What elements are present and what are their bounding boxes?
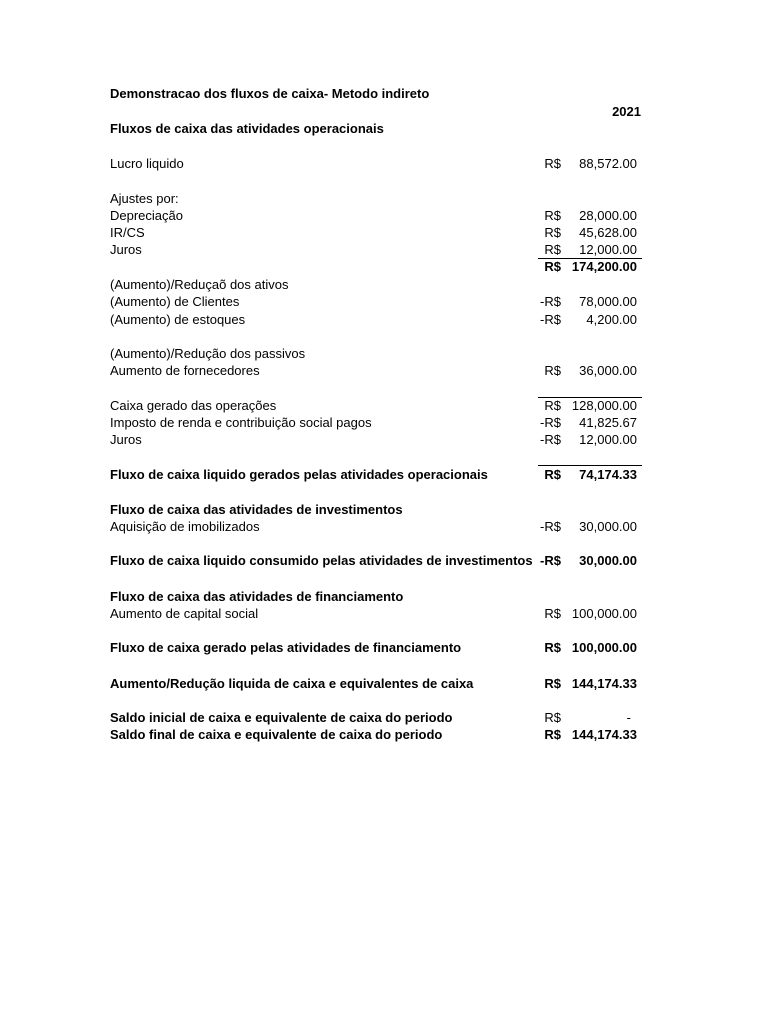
operating-heading: Fluxos de caixa das atividades operacionais bbox=[110, 121, 384, 136]
depreciation-label: Depreciação bbox=[110, 208, 183, 223]
net-income-label: Lucro liquido bbox=[110, 156, 184, 171]
closing-balance-row bbox=[0, 726, 768, 743]
capital-increase-label: Aumento de capital social bbox=[110, 606, 259, 621]
net-financing-row bbox=[0, 639, 768, 656]
opening-balance-label: Saldo inicial de caixa e equivalente de caixa do periodo bbox=[110, 710, 453, 725]
net-change-currency: R$ bbox=[544, 676, 561, 691]
net-investing-label: Fluxo de caixa liquido consumido pelas atividades de investimentos bbox=[110, 553, 533, 568]
interest-label: Juros bbox=[110, 242, 142, 257]
opening-balance-row bbox=[0, 709, 768, 726]
cash-generated-amount: 128,000.00 bbox=[571, 398, 637, 413]
interest-paid-row bbox=[0, 431, 768, 448]
net-financing-currency: R$ bbox=[544, 640, 561, 655]
ir-cs-row bbox=[0, 224, 768, 241]
assets-heading-row bbox=[0, 276, 768, 293]
depreciation-amount: 28,000.00 bbox=[579, 208, 637, 223]
year-row bbox=[0, 103, 768, 120]
suppliers-label: Aumento de fornecedores bbox=[110, 363, 260, 378]
investing-heading-row bbox=[0, 501, 768, 518]
capital-increase-currency: R$ bbox=[544, 606, 561, 621]
inventory-row bbox=[0, 311, 768, 328]
net-income-row bbox=[0, 155, 768, 172]
assets-heading: (Aumento)/Reduçaõ dos ativos bbox=[110, 277, 289, 292]
net-change-row bbox=[0, 675, 768, 692]
net-change-label: Aumento/Redução liquida de caixa e equivalentes de caixa bbox=[110, 676, 474, 691]
cash-generated-currency: R$ bbox=[544, 398, 561, 413]
inventory-amount: 4,200.00 bbox=[586, 312, 637, 327]
title-row bbox=[0, 85, 768, 102]
operating-heading-row bbox=[0, 120, 768, 137]
suppliers-amount: 36,000.00 bbox=[579, 363, 637, 378]
interest-row bbox=[0, 241, 768, 258]
net-financing-label: Fluxo de caixa gerado pelas atividades de financiamento bbox=[110, 640, 462, 655]
cash-generated-row bbox=[0, 397, 768, 414]
adjusted-subtotal-currency: R$ bbox=[544, 259, 561, 274]
clients-label: (Aumento) de Clientes bbox=[110, 294, 240, 309]
depreciation-currency: R$ bbox=[544, 208, 561, 223]
opening-balance-amount: - bbox=[626, 710, 631, 725]
net-income-currency: R$ bbox=[544, 156, 561, 171]
fixed-assets-row bbox=[0, 518, 768, 535]
net-operating-label: Fluxo de caixa liquido gerados pelas atividades operacionais bbox=[110, 467, 488, 482]
net-financing-amount: 100,000.00 bbox=[571, 640, 637, 655]
net-investing-row bbox=[0, 552, 768, 569]
adjusted-subtotal-amount: 174,200.00 bbox=[571, 259, 637, 274]
capital-increase-row bbox=[0, 605, 768, 622]
fixed-assets-amount: 30,000.00 bbox=[579, 519, 637, 534]
suppliers-currency: R$ bbox=[544, 363, 561, 378]
inventory-currency: -R$ bbox=[540, 312, 561, 327]
net-operating-amount: 74,174.33 bbox=[579, 467, 637, 482]
capital-increase-amount: 100,000.00 bbox=[571, 606, 637, 621]
net-operating-row bbox=[0, 466, 768, 483]
statement-title: Demonstracao dos fluxos de caixa- Metodo indireto bbox=[110, 86, 430, 101]
adjustments-heading-row bbox=[0, 190, 768, 207]
interest-currency: R$ bbox=[544, 242, 561, 257]
clients-row bbox=[0, 293, 768, 310]
income-tax-label: Imposto de renda e contribuição social pagos bbox=[110, 415, 372, 430]
investing-heading: Fluxo de caixa das atividades de investimentos bbox=[110, 502, 403, 517]
net-investing-currency: -R$ bbox=[540, 553, 561, 568]
fixed-assets-label: Aquisição de imobilizados bbox=[110, 519, 260, 534]
inventory-label: (Aumento) de estoques bbox=[110, 312, 246, 327]
suppliers-row bbox=[0, 362, 768, 379]
net-income-amount: 88,572.00 bbox=[579, 156, 637, 171]
net-change-amount: 144,174.33 bbox=[571, 676, 637, 691]
depreciation-row bbox=[0, 207, 768, 224]
year-header: 2021 bbox=[612, 104, 641, 119]
net-investing-amount: 30,000.00 bbox=[579, 553, 637, 568]
income-tax-currency: -R$ bbox=[540, 415, 561, 430]
cash-generated-label: Caixa gerado das operações bbox=[110, 398, 277, 413]
fixed-assets-currency: -R$ bbox=[540, 519, 561, 534]
ir-cs-amount: 45,628.00 bbox=[579, 225, 637, 240]
adjustments-heading: Ajustes por: bbox=[110, 191, 179, 206]
net-operating-currency: R$ bbox=[544, 467, 561, 482]
financing-heading: Fluxo de caixa das atividades de financiamento bbox=[110, 589, 404, 604]
financing-heading-row bbox=[0, 588, 768, 605]
interest-paid-amount: 12,000.00 bbox=[579, 432, 637, 447]
closing-balance-currency: R$ bbox=[544, 727, 561, 742]
ir-cs-label: IR/CS bbox=[110, 225, 145, 240]
interest-paid-currency: -R$ bbox=[540, 432, 561, 447]
clients-amount: 78,000.00 bbox=[579, 294, 637, 309]
clients-currency: -R$ bbox=[540, 294, 561, 309]
interest-amount: 12,000.00 bbox=[579, 242, 637, 257]
liabilities-heading-row bbox=[0, 345, 768, 362]
income-tax-row bbox=[0, 414, 768, 431]
interest-paid-label: Juros bbox=[110, 432, 142, 447]
opening-balance-currency: R$ bbox=[544, 710, 561, 725]
liabilities-heading: (Aumento)/Redução dos passivos bbox=[110, 346, 306, 361]
income-tax-amount: 41,825.67 bbox=[579, 415, 637, 430]
ir-cs-currency: R$ bbox=[544, 225, 561, 240]
adjusted-subtotal-row bbox=[0, 258, 768, 275]
closing-balance-amount: 144,174.33 bbox=[571, 727, 637, 742]
closing-balance-label: Saldo final de caixa e equivalente de caixa do periodo bbox=[110, 727, 443, 742]
